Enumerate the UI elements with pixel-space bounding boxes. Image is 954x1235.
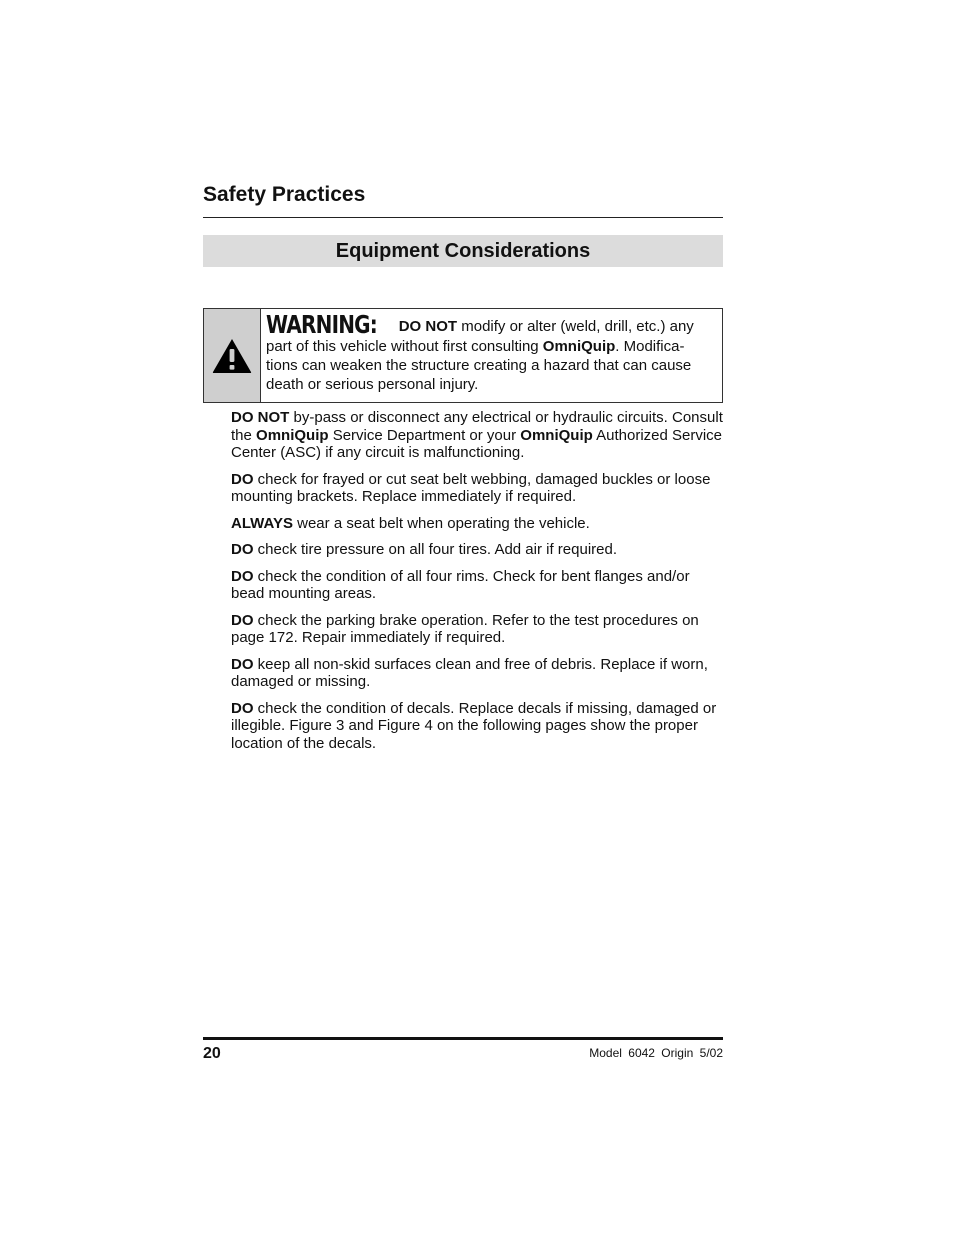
subsection-title: Equipment Considerations — [335, 240, 591, 262]
list-item — [231, 541, 723, 559]
item-text: check tire pressure on all four tires. Add air if required. — [253, 541, 618, 558]
warning-lead: DO NOT — [398, 318, 458, 335]
item-text: Authorized Service Center (ASC) if any circuit is malfunctioning. — [231, 426, 723, 461]
list-item — [231, 515, 723, 533]
item-lead: DO — [231, 470, 254, 488]
footer-model-info: Model 6042 Origin 5/02 — [589, 1046, 723, 1060]
list-item — [231, 409, 723, 462]
item-lead: ALWAYS — [231, 514, 293, 532]
item-text: keep all non-skid surfaces clean and free of debris. Replace if worn, damaged or missing. — [231, 655, 708, 690]
item-text: wear a seat belt when operating the vehicle. — [292, 514, 590, 532]
item-brand: OmniQuip — [520, 426, 593, 444]
safety-list — [231, 409, 723, 761]
list-item — [231, 656, 723, 691]
list-item — [231, 612, 723, 647]
warning-triangle-icon — [211, 337, 253, 375]
item-lead: DO — [231, 541, 254, 558]
item-lead: DO NOT — [231, 409, 290, 426]
page-number: 20 — [203, 1045, 221, 1062]
item-text: check the parking brake operation. Refer to the test procedures on page 172. Repair immediately if required. — [231, 611, 699, 646]
warning-brand: OmniQuip — [542, 338, 616, 355]
footer-divider — [203, 1037, 723, 1040]
item-text: check for frayed or cut seat belt webbing, damaged buckles or loose mounting brackets. Replace immediately if required. — [231, 470, 711, 505]
warning-text-part-2: . Modifica-tions can weaken the structure creating a hazard that can cause death or serious personal injury. — [266, 338, 692, 393]
item-lead: DO — [231, 567, 254, 585]
list-item — [231, 471, 723, 506]
item-text: check the condition of all four rims. Check for bent flanges and/or bead mounting areas. — [231, 567, 690, 602]
subsection-banner — [203, 235, 723, 267]
item-text: by-pass or disconnect any electrical or hydraulic circuits. Consult the — [231, 409, 723, 444]
section-title: Safety Practices — [203, 183, 366, 206]
warning-label: WARNING: — [266, 310, 377, 339]
item-text: check the condition of decals. Replace decals if missing, damaged or illegible. Figure 3 and Figure 4 on the following pages show the proper location of the decals. — [231, 699, 717, 752]
list-item — [231, 568, 723, 603]
warning-text — [261, 309, 722, 402]
warning-icon-cell — [204, 309, 261, 402]
warning-box — [203, 308, 723, 403]
title-divider — [203, 217, 723, 218]
item-lead: DO — [231, 655, 254, 673]
item-lead: DO — [231, 699, 254, 717]
item-text: Service Department or your — [328, 426, 521, 444]
item-brand: OmniQuip — [256, 426, 329, 444]
item-lead: DO — [231, 611, 254, 629]
warning-text-part-1: modify or alter (weld, drill, etc.) any part of this vehicle without first consulting — [266, 318, 694, 355]
list-item — [231, 700, 723, 753]
manual-page — [203, 0, 723, 1235]
